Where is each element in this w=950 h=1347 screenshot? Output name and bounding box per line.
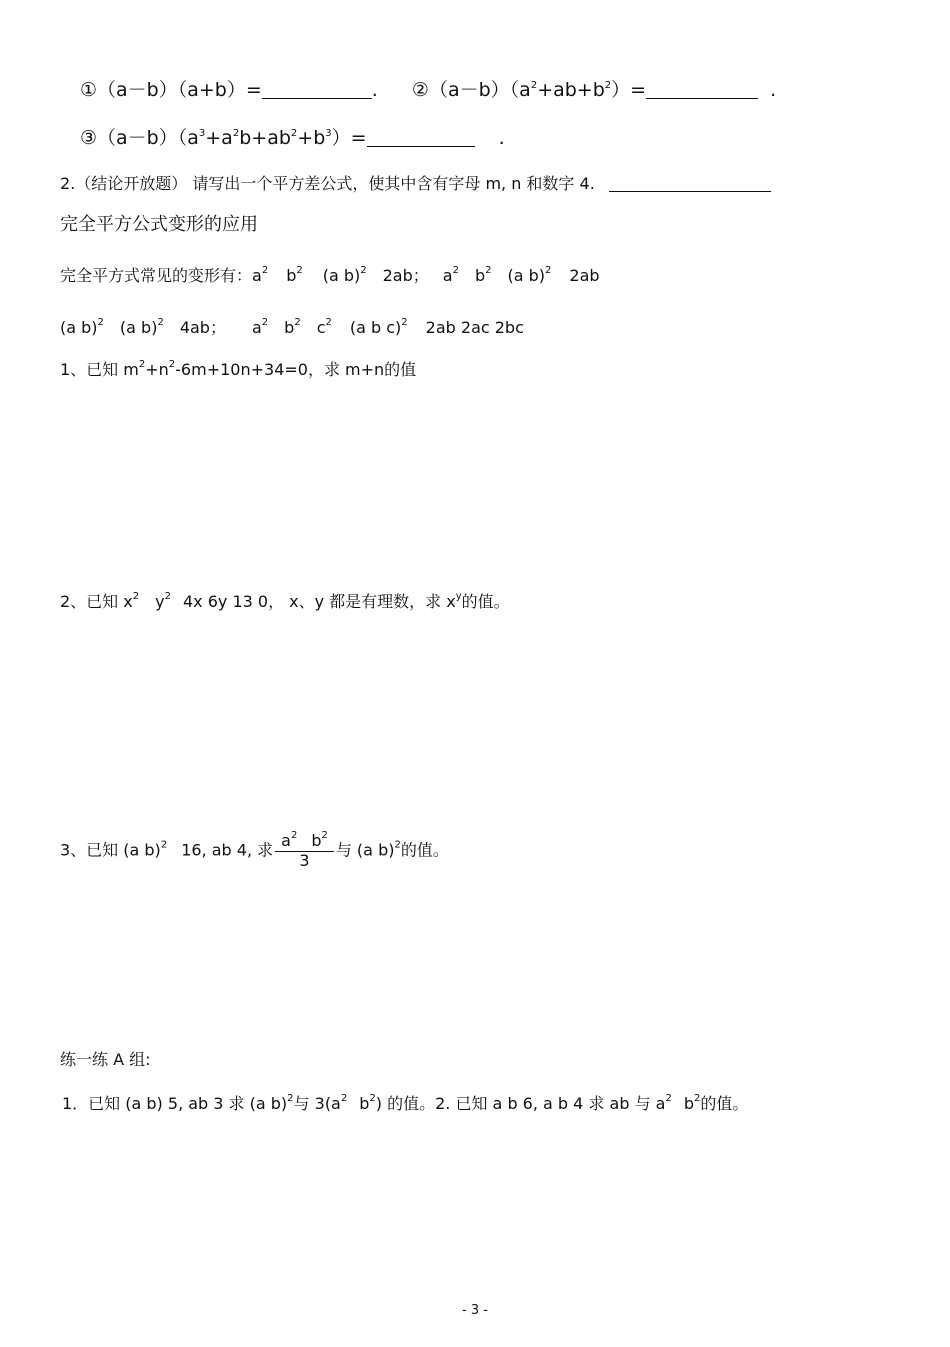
answer-blank[interactable]	[609, 175, 771, 192]
q1-item-3: ③（a－b）（a	[80, 127, 199, 149]
fraction: $\frac{a^2 b^2}{3}$	[275, 832, 334, 870]
variants-line-1: 完全平方式常见的变形有：$a^2$ $b^2$ (a b)$^2$ 2ab； $a^2$ $b^2$ (a b)$^2$ 2ab	[60, 265, 600, 285]
variants-line-2: (a b)$^2$ (a b)$^2$ 4ab； $a^2$ $b^2$ $c^2$ (a b c)$^2$ 2ab 2ac 2bc	[60, 317, 524, 337]
q1-line-1: ①（a－b）（a+b）= . $②(a-b)(a^2+ab+b^2)=$ .	[80, 79, 777, 101]
q1-item-2: ②（a－b）（a	[411, 79, 531, 101]
q1-line-2: $③(a-b)(a^3+a^2b+ab^2+b^3)=$ .	[80, 127, 505, 149]
answer-blank[interactable]	[262, 82, 372, 99]
answer-blank[interactable]	[367, 130, 475, 147]
problem-1: 1、已知 $m^2+n^2-6m+10n+34=0$，求 m+n的值	[60, 359, 417, 379]
answer-blank[interactable]	[646, 82, 758, 99]
q2-line	[60, 174, 771, 194]
problem-2: 2、已知 $x^2$ $y^2$ 4x 6y 13 0， x、y 都是有理数，求 $x^y$的值。	[60, 591, 510, 611]
practice-line: 1．已知 (a b) 5, ab 3 求 (a b)$^2$与 $3(a^2$ $b^2$) 的值。2. 已知 a b 6, a b 4 求 ab 与 $a^2$ $b^2$的值。	[62, 1093, 749, 1113]
problem-3: 3、已知 (a b)$^2$ 16, ab 4, 求 $\frac{a^2 b^2}{3}$ 与 (a b)$^2$的值。	[60, 830, 449, 870]
page-number: - 3 -	[462, 1303, 488, 1318]
practice-title: 练一练 A 组:	[60, 1050, 151, 1069]
q1-item-1: ①（a－b）（a+b）=	[80, 79, 262, 101]
section-title: 完全平方公式变形的应用	[60, 214, 258, 235]
q2-text: 2.（结论开放题） 请写出一个平方差公式，使其中含有字母 m, n 和数字 4.	[60, 174, 595, 193]
